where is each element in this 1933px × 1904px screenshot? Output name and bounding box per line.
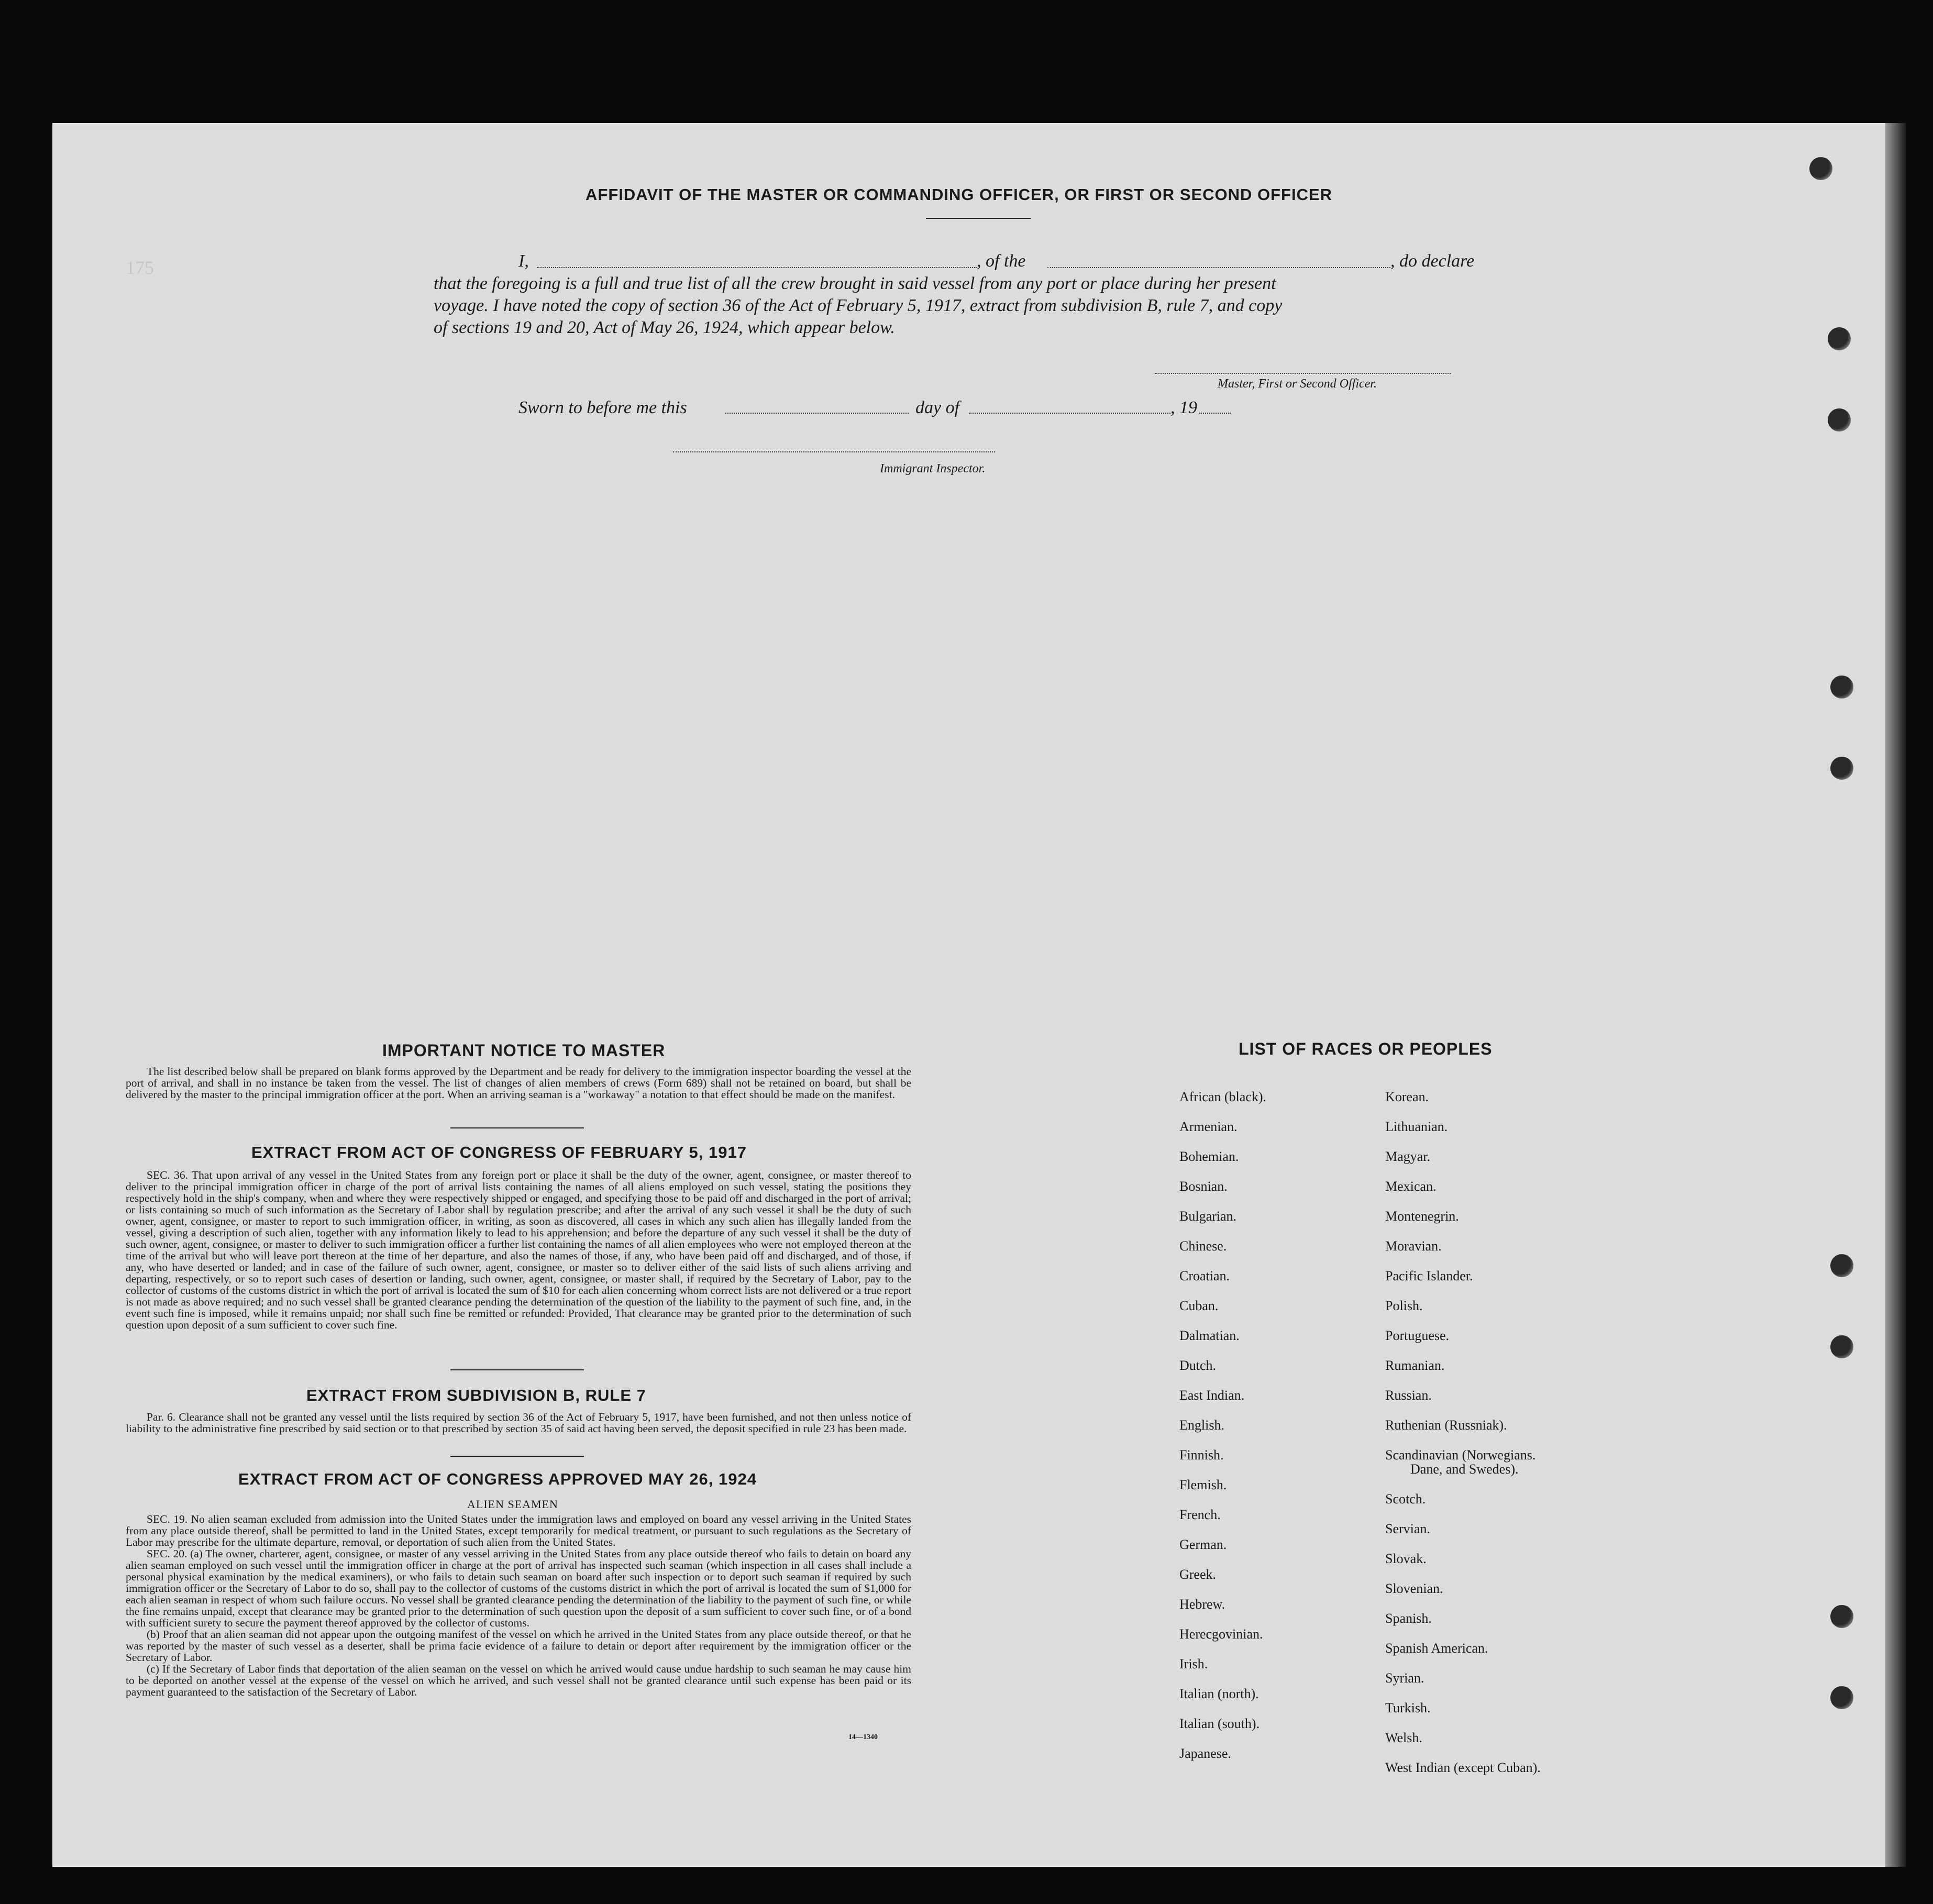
affidavit-title: AFFIDAVIT OF THE MASTER OR COMMANDING OFFICER, OR FIRST OR SECOND OFFICER [586, 185, 1333, 204]
race-item: Italian (north). [1179, 1686, 1259, 1701]
margin-number: 175 [126, 257, 154, 278]
notice-text: The list described below shall be prepared on blank forms approved by the Department and be ready for delivery to the immigration inspector boarding the vessel at the port of arrival, and shall in no instance be taken from the vessel. The list of changes of alien members of crews (Form 689) shall not be retained on board, but shall be delivered by the master to the principal immigration officer at the port. When an arriving seaman is a "workaway" a notation to that effect should be made on the manifest. [126, 1065, 911, 1101]
race-item: Lithuanian. [1385, 1119, 1448, 1134]
race-item: Irish. [1179, 1656, 1208, 1671]
punch-hole-icon [1830, 676, 1853, 699]
extract-rule7-title: EXTRACT FROM SUBDIVISION B, RULE 7 [306, 1386, 646, 1404]
affidavit-line1-declare: , do declare [1390, 251, 1475, 271]
affidavit-line2: that the foregoing is a full and true list of all the crew brought in said vessel from any port or place during her present [434, 274, 1276, 293]
race-item: Montenegrin. [1385, 1209, 1459, 1224]
race-item: Slovenian. [1385, 1581, 1443, 1596]
race-item: English. [1179, 1418, 1224, 1433]
race-item: Syrian. [1385, 1670, 1424, 1686]
par-6-text: Par. 6. Clearance shall not be granted any vessel until the lists required by section 36 of the Act of February 5, 1917, have been furnished, and not then unless notice of liability to the administrative fine prescribed by said section or to that prescribed by section 35 of said act having been served, the deposit specified in rule 23 has been made. [126, 1411, 911, 1435]
title-divider [926, 218, 1031, 219]
page-edge-shadow [1885, 123, 1906, 1867]
punch-hole-icon [1830, 757, 1853, 780]
extract-1924-title: EXTRACT FROM ACT OF CONGRESS APPROVED MAY 26, 1924 [238, 1470, 757, 1488]
races-title: LIST OF RACES OR PEOPLES [1239, 1039, 1493, 1058]
race-item: Italian (south). [1179, 1716, 1260, 1731]
race-item: Dalmatian. [1179, 1328, 1240, 1343]
race-item: African (black). [1179, 1089, 1267, 1104]
race-item: Japanese. [1179, 1746, 1231, 1761]
affidavit-line1-i: I, [518, 251, 529, 271]
sworn-text: Sworn to before me this [518, 398, 687, 417]
race-item: Greek. [1179, 1567, 1217, 1582]
race-item: Russian. [1385, 1388, 1432, 1403]
sec-19-text: SEC. 19. No alien seaman excluded from admission into the United States under the immigration laws and employed on board any vessel arriving in the United States from any place outside thereof, shall be permitted to land in the United States, except temporarily for medical treatment, or pursuant to such regulations as the Secretary of Labor may prescribe for the ultimate departure, removal, or deportation of such alien from the United States. [126, 1513, 911, 1548]
race-item: Herecgovinian. [1179, 1626, 1263, 1642]
race-item: Spanish. [1385, 1611, 1432, 1626]
race-item: Hebrew. [1179, 1597, 1225, 1612]
extract-1917-title: EXTRACT FROM ACT OF CONGRESS OF FEBRUARY 5, 1917 [251, 1143, 747, 1161]
race-item: Pacific Islander. [1385, 1268, 1473, 1283]
name-field[interactable] [537, 267, 977, 268]
race-item: Dane, and Swedes). [1410, 1462, 1519, 1477]
form-number: 14—1340 [848, 1733, 878, 1741]
alien-seamen-subtitle: ALIEN SEAMEN [467, 1498, 558, 1511]
vessel-field[interactable] [1047, 267, 1390, 268]
sec-20a-text: SEC. 20. (a) The owner, charterer, agent, consignee, or master of any vessel arriving in the United States from any place outside thereof who fails to detain on board any alien seaman employed on such vessel until the immigration officer in charge at the port of arrival has inspected such seaman (which inspection in all cases shall include a personal physical examination by the medical examiners), or who fails to detain such seaman on board after such inspection or to deport such seaman if required by such immigration officer or the Secretary of Labor to do so, shall pay to the collector of customs of the customs district in which the port of arrival is located the sum of $1,000 for each alien seaman in respect of whom such failure occurs. No vessel shall be granted clearance pending the determination of the liability to the payment of such fine, or while the fine remains unpaid, except that clearance may be granted prior to the determination of such question upon the deposit of a sum sufficient to cover such fine, or of a bond with sufficient surety to secure the payment thereof approved by the collector of customs. [126, 1547, 911, 1629]
race-item: Finnish. [1179, 1447, 1224, 1463]
section-divider [450, 1456, 584, 1457]
inspector-signature-line[interactable] [673, 451, 995, 452]
race-item: Korean. [1385, 1089, 1429, 1104]
sec-36-text: SEC. 36. That upon arrival of any vessel in the United States from any foreign port or place it shall be the duty of the owner, agent, consignee, or master thereof to deliver to the principal immigration officer in charge of the port of arrival lists containing the names of all aliens employed on such vessel, stating the positions they respectively hold in the ship's company, when and where they were respectively shipped or engaged, and specifying those to be paid off and discharged in the port of arrival; or lists containing so much of such information as the Secretary of Labor shall by regulation prescribe; and after the arrival of any such vessel it shall be the duty of such owner, agent, consignee, or master to report to such immigration officer, in writing, as soon as discovered, all cases in which any such alien has illegally landed from the vessel, giving a description of such alien, together with any information likely to lead to his apprehension; and before the departure of any such vessel it shall be the duty of such owner, agent, consignee, or master to deliver to such immigration officer a further list containing the names of all alien employees who were not employed thereon at the time of the arrival but who will leave port thereon at the time of her departure, and also the names of those, if any, who have been paid off and discharged, and of those, if any, who have deserted or landed; and in case of the failure of such owner, agent, consignee, or master so to deliver either of the said lists of such aliens arriving and departing, respectively, or so to report such cases of desertion or landing, such owner, agent, consignee, or master shall, if required by the Secretary of Labor, pay to the collector of customs of the customs district in which the port of arrival is located the sum of $10 for each alien concerning whom correct lists are not delivered or a true report is not made as above required; and no such vessel shall be granted clearance pending the determination of the question of the liability to the payment of such fine, and, in the event such fine is imposed, while it remains unpaid; nor shall such fine be remitted or refunded: Provided, That clearance may be granted prior to the determination of such question upon deposit of a sum sufficient to cover such fine. [126, 1169, 911, 1331]
master-signature-line[interactable] [1155, 373, 1451, 374]
sec-20c-text: (c) If the Secretary of Labor finds that deportation of the alien seaman on the vessel on which he arrived would cause undue hardship to such seaman he may cause him to be deported on another vessel at the expense of the vessel on which he arrived, and such vessel shall not be granted clearance until such expense has been paid or its payment guaranteed to the satisfaction of the Secretary of Labor. [126, 1663, 911, 1698]
race-item: Rumanian. [1385, 1358, 1445, 1373]
race-item: Spanish American. [1385, 1641, 1488, 1656]
inspector-signature-caption: Immigrant Inspector. [880, 462, 986, 475]
race-item: Dutch. [1179, 1358, 1217, 1373]
race-item: Polish. [1385, 1298, 1423, 1313]
race-item: Armenian. [1179, 1119, 1238, 1134]
race-item: Scandinavian (Norwegians. [1385, 1447, 1536, 1463]
punch-hole-icon [1828, 327, 1851, 350]
race-item: German. [1179, 1537, 1227, 1552]
sworn-month-field[interactable] [969, 413, 1170, 414]
race-item: Ruthenian (Russniak). [1385, 1418, 1507, 1433]
race-item: West Indian (except Cuban). [1385, 1760, 1541, 1775]
affidavit-line1-ofthe: , of the [977, 251, 1026, 271]
section-divider [450, 1127, 584, 1128]
race-item: Portuguese. [1385, 1328, 1450, 1343]
punch-hole-icon [1830, 1254, 1853, 1277]
extract-1917-body [126, 1169, 911, 1331]
affidavit-line4: of sections 19 and 20, Act of May 26, 1924, which appear below. [434, 318, 895, 337]
master-signature-caption: Master, First or Second Officer. [1218, 377, 1377, 391]
notice-title: IMPORTANT NOTICE TO MASTER [382, 1041, 666, 1060]
race-item: East Indian. [1179, 1388, 1245, 1403]
race-item: Scotch. [1385, 1491, 1426, 1507]
race-item: Moravian. [1385, 1238, 1442, 1254]
race-item: Servian. [1385, 1521, 1430, 1536]
punch-hole-icon [1809, 157, 1832, 180]
sworn-year: , 19 [1170, 398, 1197, 417]
race-item: Cuban. [1179, 1298, 1219, 1313]
sworn-day-field[interactable] [725, 413, 909, 414]
section-divider [450, 1369, 584, 1370]
race-item: Bosnian. [1179, 1179, 1228, 1194]
sworn-dayof: day of [915, 398, 960, 417]
punch-hole-icon [1830, 1686, 1853, 1709]
race-item: Turkish. [1385, 1700, 1431, 1715]
sworn-year-field[interactable] [1199, 413, 1231, 414]
sec-20b-text: (b) Proof that an alien seaman did not appear upon the outgoing manifest of the vessel on which he arrived in the United States from any place outside thereof, or that he was reported by the master of such vessel as a deserter, shall be prima facie evidence of a failure to detain or deport after requirement by the immigration officer or the Secretary of Labor. [126, 1628, 911, 1664]
punch-hole-icon [1830, 1335, 1853, 1358]
notice-body [126, 1066, 911, 1100]
race-item: Croatian. [1179, 1268, 1230, 1283]
race-item: Magyar. [1385, 1149, 1430, 1164]
punch-hole-icon [1830, 1605, 1853, 1628]
race-item: Bulgarian. [1179, 1209, 1237, 1224]
extract-rule7-body [126, 1411, 911, 1434]
race-item: Welsh. [1385, 1730, 1422, 1745]
punch-hole-icon [1828, 408, 1851, 431]
race-item: Chinese. [1179, 1238, 1227, 1254]
race-item: Slovak. [1385, 1551, 1427, 1566]
affidavit-line3: voyage. I have noted the copy of section 36 of the Act of February 5, 1917, extract from subdivision B, rule 7, and copy [434, 296, 1283, 315]
race-item: Bohemian. [1179, 1149, 1239, 1164]
race-item: French. [1179, 1507, 1221, 1522]
extract-1924-body [126, 1513, 911, 1698]
race-item: Flemish. [1179, 1477, 1227, 1492]
race-item: Mexican. [1385, 1179, 1437, 1194]
